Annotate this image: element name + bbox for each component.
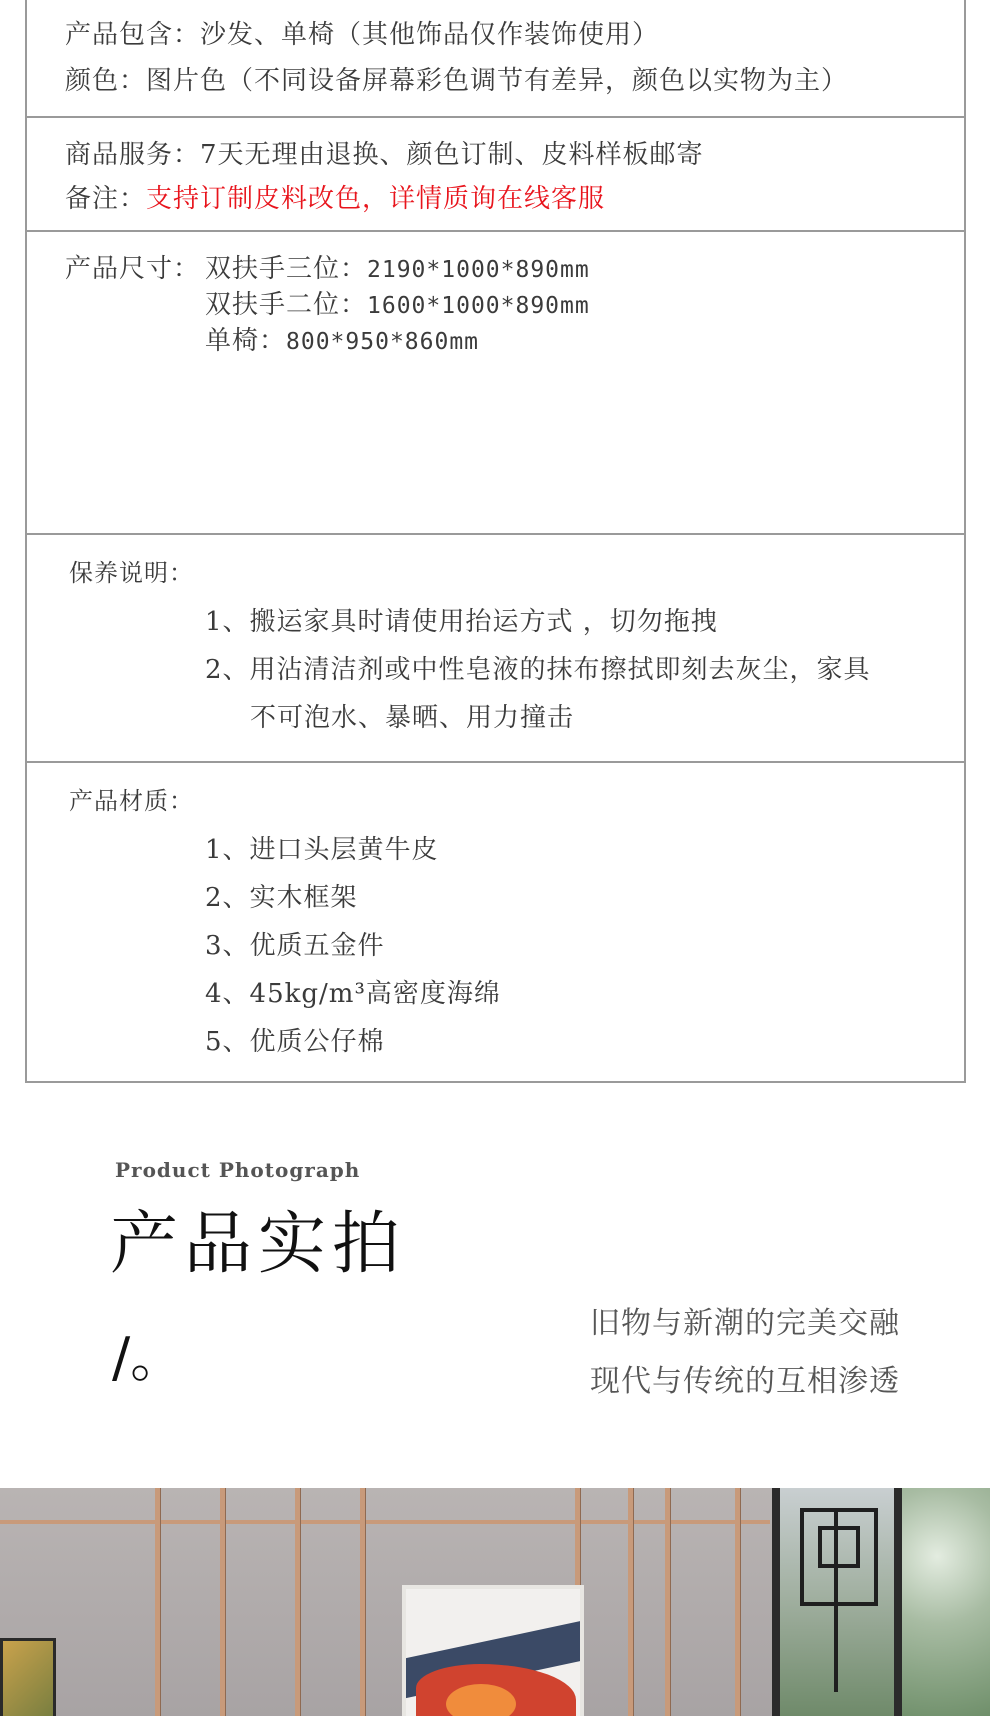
row-contents-color bbox=[27, 0, 964, 118]
wall-trim bbox=[0, 1520, 770, 1524]
wall-trim bbox=[220, 1488, 225, 1716]
care-item: 不可泡水、暴晒、用力撞击 bbox=[250, 703, 575, 733]
note-value: 支持订制皮料改色，详情质询在线客服 bbox=[146, 184, 606, 214]
size-name: 双扶手三位： bbox=[205, 254, 368, 284]
lattice-screen bbox=[772, 1488, 902, 1716]
care-item: 2、用沾清洁剂或中性皂液的抹布擦拭即刻去灰尘，家具 bbox=[205, 655, 871, 685]
product-photo bbox=[0, 1488, 990, 1716]
row-care bbox=[27, 535, 964, 763]
color-label: 颜色： bbox=[65, 66, 147, 96]
row-service-note bbox=[27, 118, 964, 232]
size-name: 单椅： bbox=[205, 326, 287, 356]
wall-trim bbox=[155, 1488, 160, 1716]
wall-trim bbox=[628, 1488, 633, 1716]
material-label: 产品材质： bbox=[69, 787, 194, 815]
wall-painting bbox=[402, 1585, 584, 1716]
tagline-2: 现代与传统的互相渗透 bbox=[590, 1364, 900, 1399]
lattice-pattern bbox=[800, 1508, 878, 1606]
note-line bbox=[65, 178, 605, 215]
row-size bbox=[27, 232, 964, 535]
color-line bbox=[65, 60, 848, 97]
row-material bbox=[27, 763, 964, 1083]
material-item: 3、优质五金件 bbox=[205, 931, 385, 961]
window-greenery bbox=[902, 1488, 990, 1716]
care-item: 1、搬运家具时请使用抬运方式 ，切勿拖拽 bbox=[205, 607, 718, 637]
wall-trim bbox=[735, 1488, 740, 1716]
section-subtitle: Product Photograph bbox=[115, 1158, 361, 1182]
contents-label: 产品包含： bbox=[65, 20, 201, 50]
service-value: 7天无理由退换、颜色订制、皮料样板邮寄 bbox=[200, 140, 704, 170]
spec-table bbox=[25, 0, 966, 1083]
material-item: 2、实木框架 bbox=[205, 883, 358, 913]
service-label: 商品服务： bbox=[65, 140, 201, 170]
service-line bbox=[65, 134, 704, 171]
wall-trim bbox=[295, 1488, 300, 1716]
material-item: 1、进口头层黄牛皮 bbox=[205, 835, 439, 865]
size-name: 双扶手二位： bbox=[205, 290, 368, 320]
note-label: 备注： bbox=[65, 184, 147, 214]
care-label: 保养说明： bbox=[69, 559, 194, 587]
size-item bbox=[205, 284, 590, 321]
size-value: 800*950*860mm bbox=[286, 329, 480, 355]
wall-trim bbox=[360, 1488, 365, 1716]
size-value: 1600*1000*890mm bbox=[367, 293, 590, 319]
wall-trim bbox=[665, 1488, 670, 1716]
size-label: 产品尺寸： bbox=[65, 254, 201, 284]
color-value: 图片色（不同设备屏幕彩色调节有差异，颜色以实物为主） bbox=[146, 66, 849, 96]
material-item: 5、优质公仔棉 bbox=[205, 1027, 385, 1057]
contents-value: 沙发、单椅（其他饰品仅作装饰使用） bbox=[200, 20, 660, 50]
tagline-1: 旧物与新潮的完美交融 bbox=[590, 1306, 900, 1341]
section-slash: /。 bbox=[112, 1326, 185, 1389]
wall-art-left bbox=[0, 1638, 56, 1716]
size-item bbox=[205, 320, 479, 357]
contents-line bbox=[65, 14, 659, 51]
size-value: 2190*1000*890mm bbox=[367, 257, 590, 283]
section-title: 产品实拍 bbox=[110, 1205, 407, 1284]
material-item: 4、45kg/m³高密度海绵 bbox=[205, 979, 501, 1009]
size-item bbox=[205, 248, 590, 285]
